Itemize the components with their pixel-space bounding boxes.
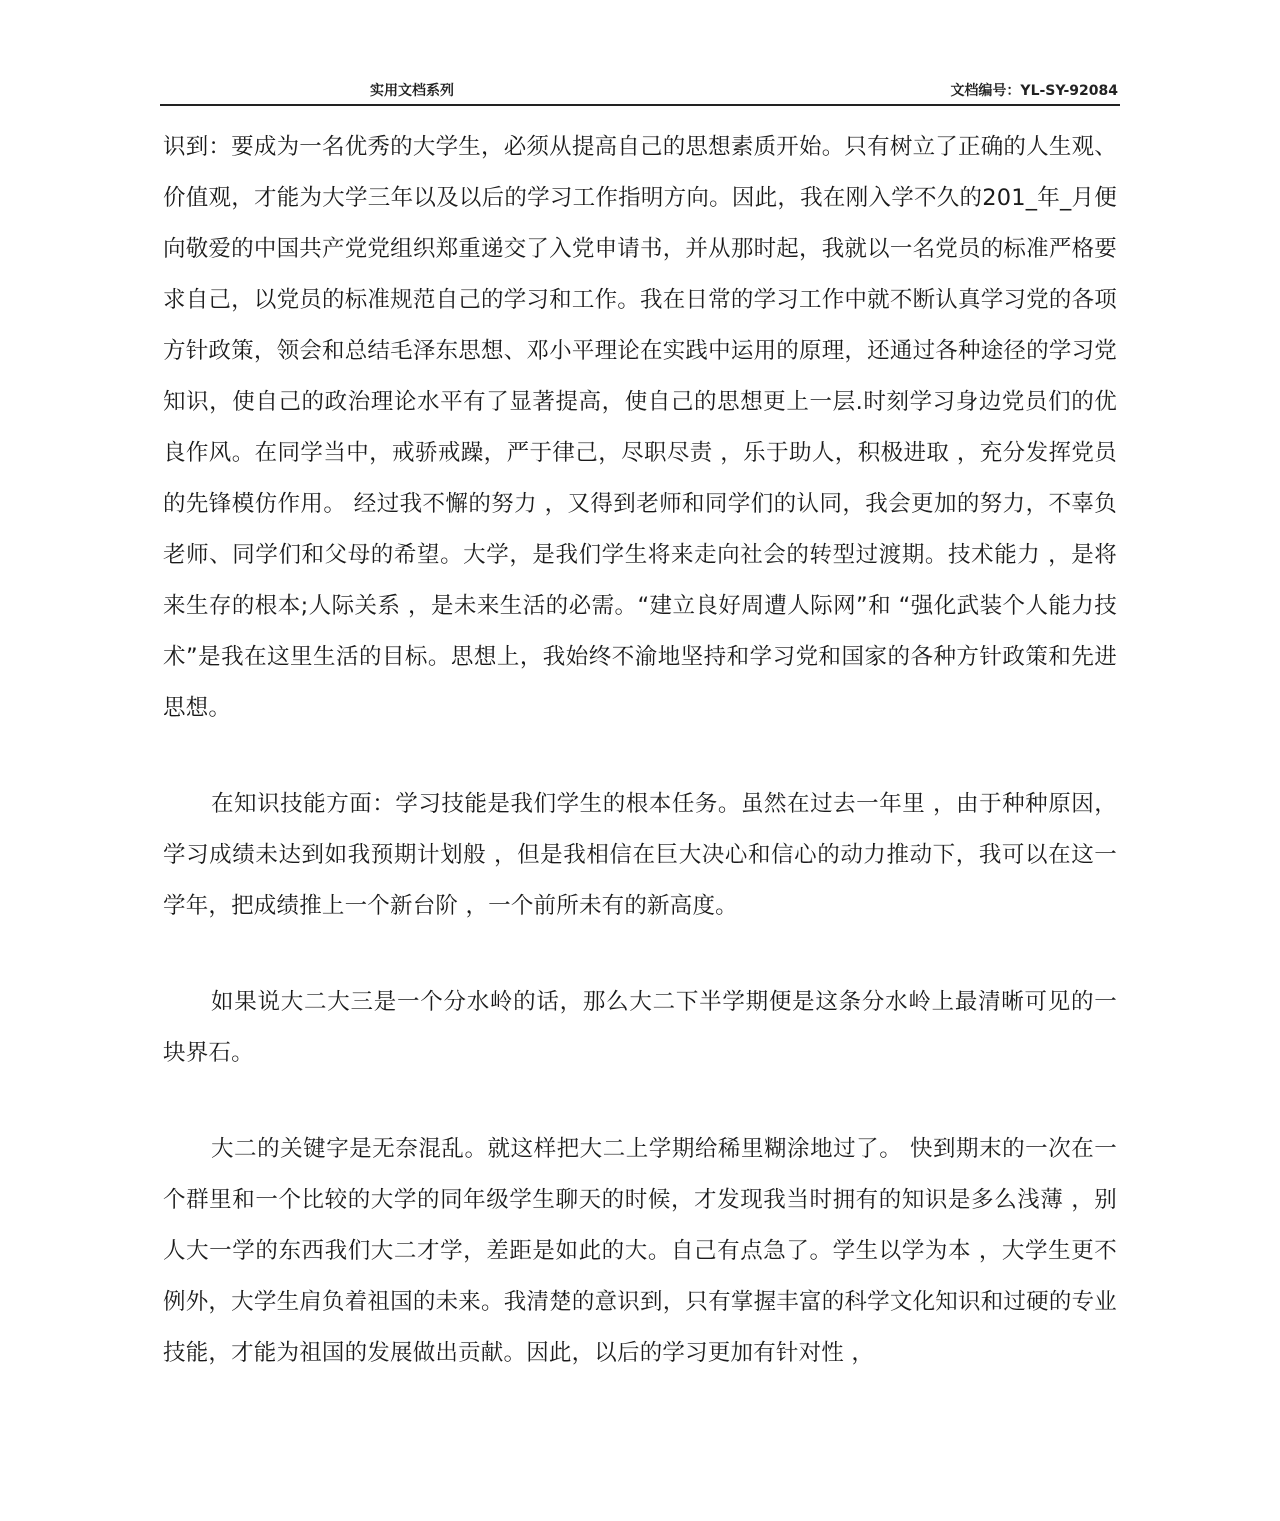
page-header <box>160 78 1120 106</box>
paragraph: 如果说大二大三是一个分水岭的话，那么大二下半学期便是这条分水岭上最清晰可见的一块界石。 <box>163 989 1117 1066</box>
paragraph: 大二的关键字是无奈混乱。就这样把大二上学期给稀里糊涂地过了。 快到期末的一次在一个群里和一个比较的大学的同年级学生聊天的时候，才发现我当时拥有的知识是多么浅薄 ，别人大一学的东西我们大二才学，差距是如此的大。自己有点急了。学生以学为本 ，大学生更不例外，大学生肩负着祖国的未来。我清楚的意识到，只有掌握丰富的科学文化知识和过硬的专业技能，才能为祖国的发展做出贡献。因此，以后的学习更加有针对性 ， <box>163 1136 1117 1366</box>
paragraph: 识到：要成为一名优秀的大学生，必须从提高自己的思想素质开始。只有树立了正确的人生观、价值观，才能为大学三年以及以后的学习工作指明方向。因此，我在刚入学不久的201_年_月便向敬爱的中国共产党党组织郑重递交了入党申请书，并从那时起，我就以一名党员的标准严格要求自己，以党员的标准规范自己的学习和工作。我在日常的学习工作中就不断认真学习党的各项方针政策，领会和总结毛泽东思想、邓小平理论在实践中运用的原理，还通过各种途径的学习党知识，使自己的政治理论水平有了显著提高，使自己的思想更上一层.时刻学习身边党员们的优良作风。在同学当中，戒骄戒躁，严于律己，尽职尽责 ，乐于助人，积极进取 ，充分发挥党员的先锋模仿作用。 经过我不懈的努力 ，又得到老师和同学们的认同，我会更加的努力，不辜负老师、同学们和父母的希望。大学，是我们学生将来走向社会的转型过渡期。技术能力 ，是将来生存的根本;人际关系 ，是未来生活的必需。“建立良好周遭人际网”和 “强化武装个人能力技术”是我在这里生活的目标。思想上，我始终不渝地坚持和学习党和国家的各种方针政策和先进思想。 <box>163 134 1117 721</box>
document-number: 文档编号：YL-SY-92084 <box>950 83 1118 99</box>
document-series-label: 实用文档系列 <box>370 83 454 99</box>
document-body <box>163 122 1117 1379</box>
paragraph: 在知识技能方面：学习技能是我们学生的根本任务。虽然在过去一年里 ，由于种种原因，学习成绩未达到如我预期计划般 ，但是我相信在巨大决心和信心的动力推动下，我可以在这一学年，把成绩推上一个新台阶 ，一个前所未有的新高度。 <box>163 791 1117 919</box>
